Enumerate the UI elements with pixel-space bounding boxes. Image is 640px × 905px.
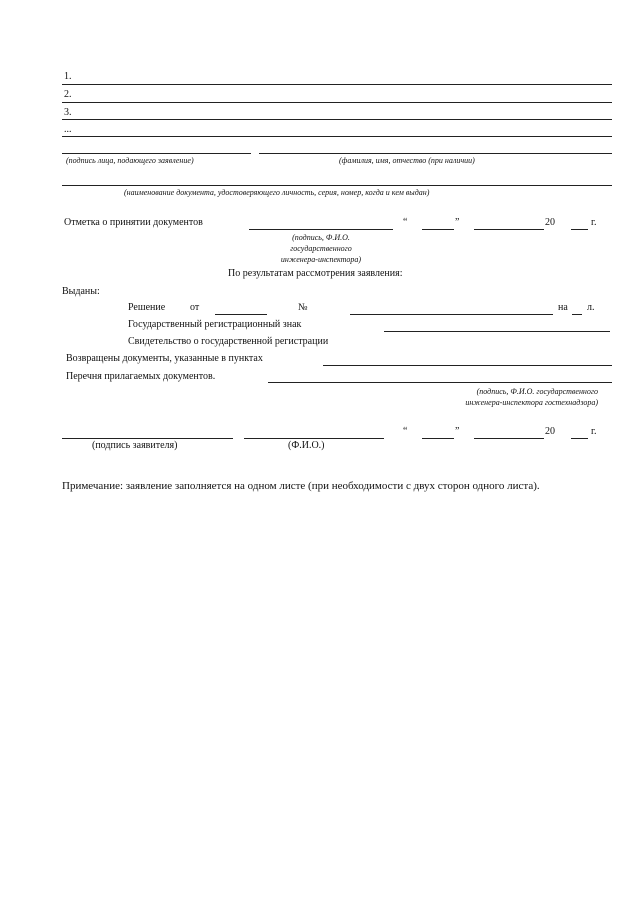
applicant-signature-caption: (подпись лица, подающего заявление) bbox=[66, 156, 194, 165]
year-prefix: 20 bbox=[545, 217, 555, 228]
decision-date-line[interactable] bbox=[215, 314, 267, 315]
issued-label: Выданы: bbox=[62, 286, 100, 297]
bottom-open-quote: “ bbox=[403, 426, 408, 437]
bottom-day-line[interactable] bbox=[422, 438, 454, 439]
decision-sheets: л. bbox=[587, 302, 595, 313]
decision-label: Решение bbox=[128, 302, 166, 313]
certificate-label: Свидетельство о государственной регистрации bbox=[128, 336, 329, 347]
id-document-caption: (наименование документа, удостоверяющего личность, серия, номер, когда и кем выдан) bbox=[124, 188, 430, 197]
bottom-year-line[interactable] bbox=[571, 438, 588, 439]
results-heading: По результатам рассмотрения заявления: bbox=[228, 268, 403, 279]
applicant-signature-line[interactable] bbox=[62, 153, 251, 154]
attached-list-label: Перечня прилагаемых документов. bbox=[66, 371, 216, 382]
bottom-signature-line[interactable] bbox=[62, 438, 233, 439]
decision-from: от bbox=[190, 302, 200, 313]
bottom-year-suffix: г. bbox=[591, 426, 597, 437]
inspector-signature-line[interactable] bbox=[249, 229, 393, 230]
acceptance-year-line[interactable] bbox=[571, 229, 588, 230]
acceptance-month-line[interactable] bbox=[474, 229, 544, 230]
returned-items-line[interactable] bbox=[323, 365, 612, 366]
line-number-2: 2. bbox=[64, 89, 72, 100]
returned-label: Возвращены документы, указанные в пунктах bbox=[66, 353, 263, 364]
inspector-signature-line-2[interactable] bbox=[268, 382, 612, 383]
decision-number-line[interactable] bbox=[350, 314, 553, 315]
acceptance-label: Отметка о принятии документов bbox=[64, 217, 203, 228]
acceptance-day-line[interactable] bbox=[422, 229, 454, 230]
fill-line-2[interactable] bbox=[62, 102, 612, 103]
form-note: Примечание: заявление заполняется на одном листе (при необходимости с двух сторон одного листа). bbox=[62, 480, 540, 492]
fill-line-4[interactable] bbox=[62, 136, 612, 137]
year-suffix: г. bbox=[591, 217, 597, 228]
inspector-signature-caption-2: (подпись, Ф.И.О. государственного инженера-инспектора гостехнадзора) bbox=[465, 387, 598, 407]
line-number-1: 1. bbox=[64, 71, 72, 82]
id-document-line[interactable] bbox=[62, 185, 612, 186]
applicant-name-line[interactable] bbox=[259, 153, 612, 154]
decision-on: на bbox=[558, 302, 568, 313]
inspector-signature-caption: (подпись, Ф.И.О. государственного инженера-инспектора) bbox=[280, 233, 362, 264]
reg-sign-label: Государственный регистрационный знак bbox=[128, 319, 302, 330]
bottom-signature-caption: (подпись заявителя) bbox=[92, 440, 178, 451]
bottom-name-line[interactable] bbox=[244, 438, 384, 439]
fill-line-3[interactable] bbox=[62, 119, 612, 120]
open-quote: “ bbox=[403, 217, 408, 228]
bottom-close-quote: ” bbox=[455, 426, 460, 437]
close-quote: ” bbox=[455, 217, 460, 228]
bottom-year-prefix: 20 bbox=[545, 426, 555, 437]
decision-sheets-line[interactable] bbox=[572, 314, 582, 315]
reg-sign-line[interactable] bbox=[384, 331, 610, 332]
bottom-month-line[interactable] bbox=[474, 438, 544, 439]
line-number-3: 3. bbox=[64, 107, 72, 118]
line-number-ellipsis: ... bbox=[64, 124, 72, 135]
fill-line-1[interactable] bbox=[62, 84, 612, 85]
bottom-name-caption: (Ф.И.О.) bbox=[288, 440, 325, 451]
applicant-name-caption: (фамилия, имя, отчество (при наличии) bbox=[339, 156, 475, 165]
decision-number-sign: № bbox=[298, 302, 308, 313]
